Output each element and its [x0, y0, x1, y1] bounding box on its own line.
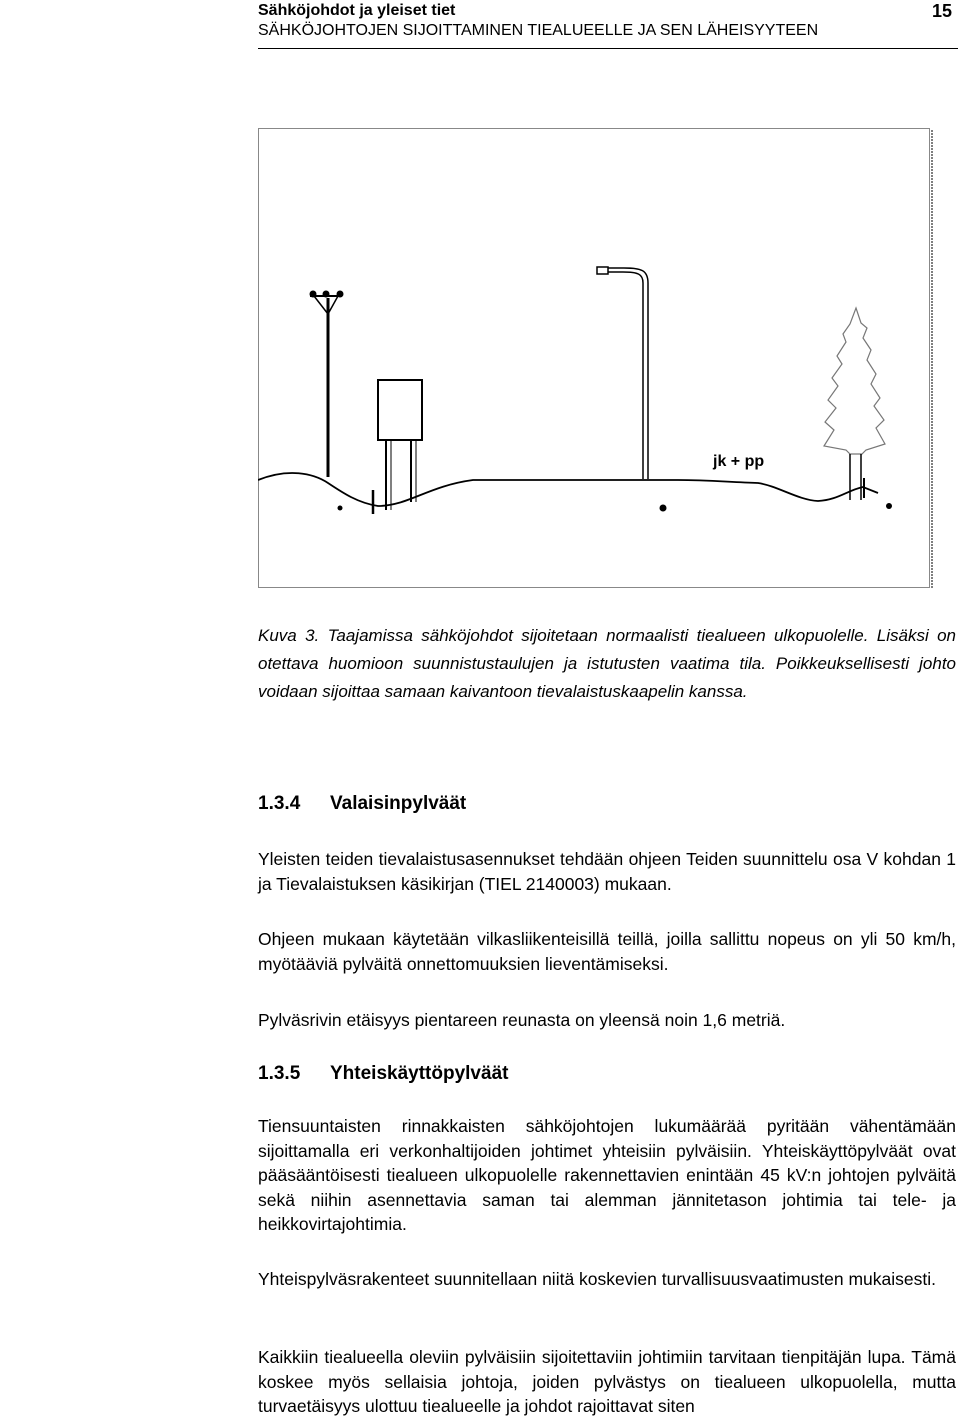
document-subtitle: SÄHKÖJOHTOJEN SIJOITTAMINEN TIEALUEELLE JA SEN LÄHEISYYTEEN [258, 22, 819, 39]
paragraph: Tiensuuntaisten rinnakkaisten sähköjohtojen lukumäärää pyritään vähentämään sijoittamalla eri verkonhaltijoiden johtimet yhteisiin pylväisiin. Yhteiskäyttöpylväät ovat pääsääntöisesti tiealueen ulkopuolelle rakennettavien enintään 45 kV:n johtojen pylväitä sekä niihin asennettavia saman tai alemman jännitetason johtimia tai tele- ja heikkovirtajohtimia. [258, 1116, 956, 1234]
cable-marker [886, 503, 892, 509]
paragraph: Yhteispylväsrakenteet suunnitellaan niitä koskevien turvallisuusvaatimusten mukaisesti. [258, 1269, 936, 1289]
street-lamp-icon [597, 267, 648, 479]
paragraph: Yleisten teiden tievalaistusasennukset tehdään ohjeen Teiden suunnittelu osa V kohdan 1 ja Tievalaistuksen käsikirjan (TIEL 2140003) mukaan. [258, 849, 956, 894]
section-number: 1.3.5 [258, 1063, 301, 1084]
section-title: Valaisinpylväät [330, 793, 467, 814]
paragraph: Pylväsrivin etäisyys pientareen reunasta on yleensä noin 1,6 metriä. [258, 1010, 786, 1030]
section-heading-1-3-4 [258, 793, 956, 815]
page-number: 15 [931, 1, 952, 21]
figure-label: jk + pp [713, 453, 765, 470]
section-heading-1-3-5 [258, 1063, 956, 1085]
section-number: 1.3.4 [258, 793, 301, 814]
road-cross-section-figure [258, 128, 934, 590]
tree-icon [824, 308, 885, 500]
power-pole-icon [310, 291, 344, 478]
header-divider [258, 48, 958, 49]
cable-marker [338, 506, 343, 511]
section-title: Yhteiskäyttöpylväät [330, 1063, 509, 1084]
paragraph: Kaikkiin tiealueella oleviin pylväisiin sijoitettaviin johtimiin tarvitaan tienpitäjän lupa. Tämä koskee myös sellaisia johtoja, joiden pylvästys on tiealueen ulkopuolella, mutta turvaetäisyys ulottuu tiealueelle ja johdot rajoittavat siten [258, 1347, 956, 1416]
cable-marker [660, 505, 667, 512]
figure-frame [259, 129, 930, 588]
paragraph: Ohjeen mukaan käytetään vilkasliikenteisillä teillä, joilla sallittu nopeus on yli 50 km/h, myötääviä pylväitä onnettomuuksien lieventämiseksi. [258, 929, 956, 974]
ground-profile [258, 473, 878, 506]
document-title: Sähköjohdot ja yleiset tiet [258, 2, 456, 19]
sign-board-icon [378, 380, 422, 510]
figure-caption: Kuva 3. Taajamissa sähköjohdot sijoitetaan normaalisti tiealueen ulkopuolelle. Lisäksi on otettava huomioon suunnistustaulujen ja istutusten vaatima tila. Poikkeuksellisesti johto voidaan sijoittaa samaan kaivantoon tievalaistuskaapelin kanssa. [258, 626, 956, 701]
